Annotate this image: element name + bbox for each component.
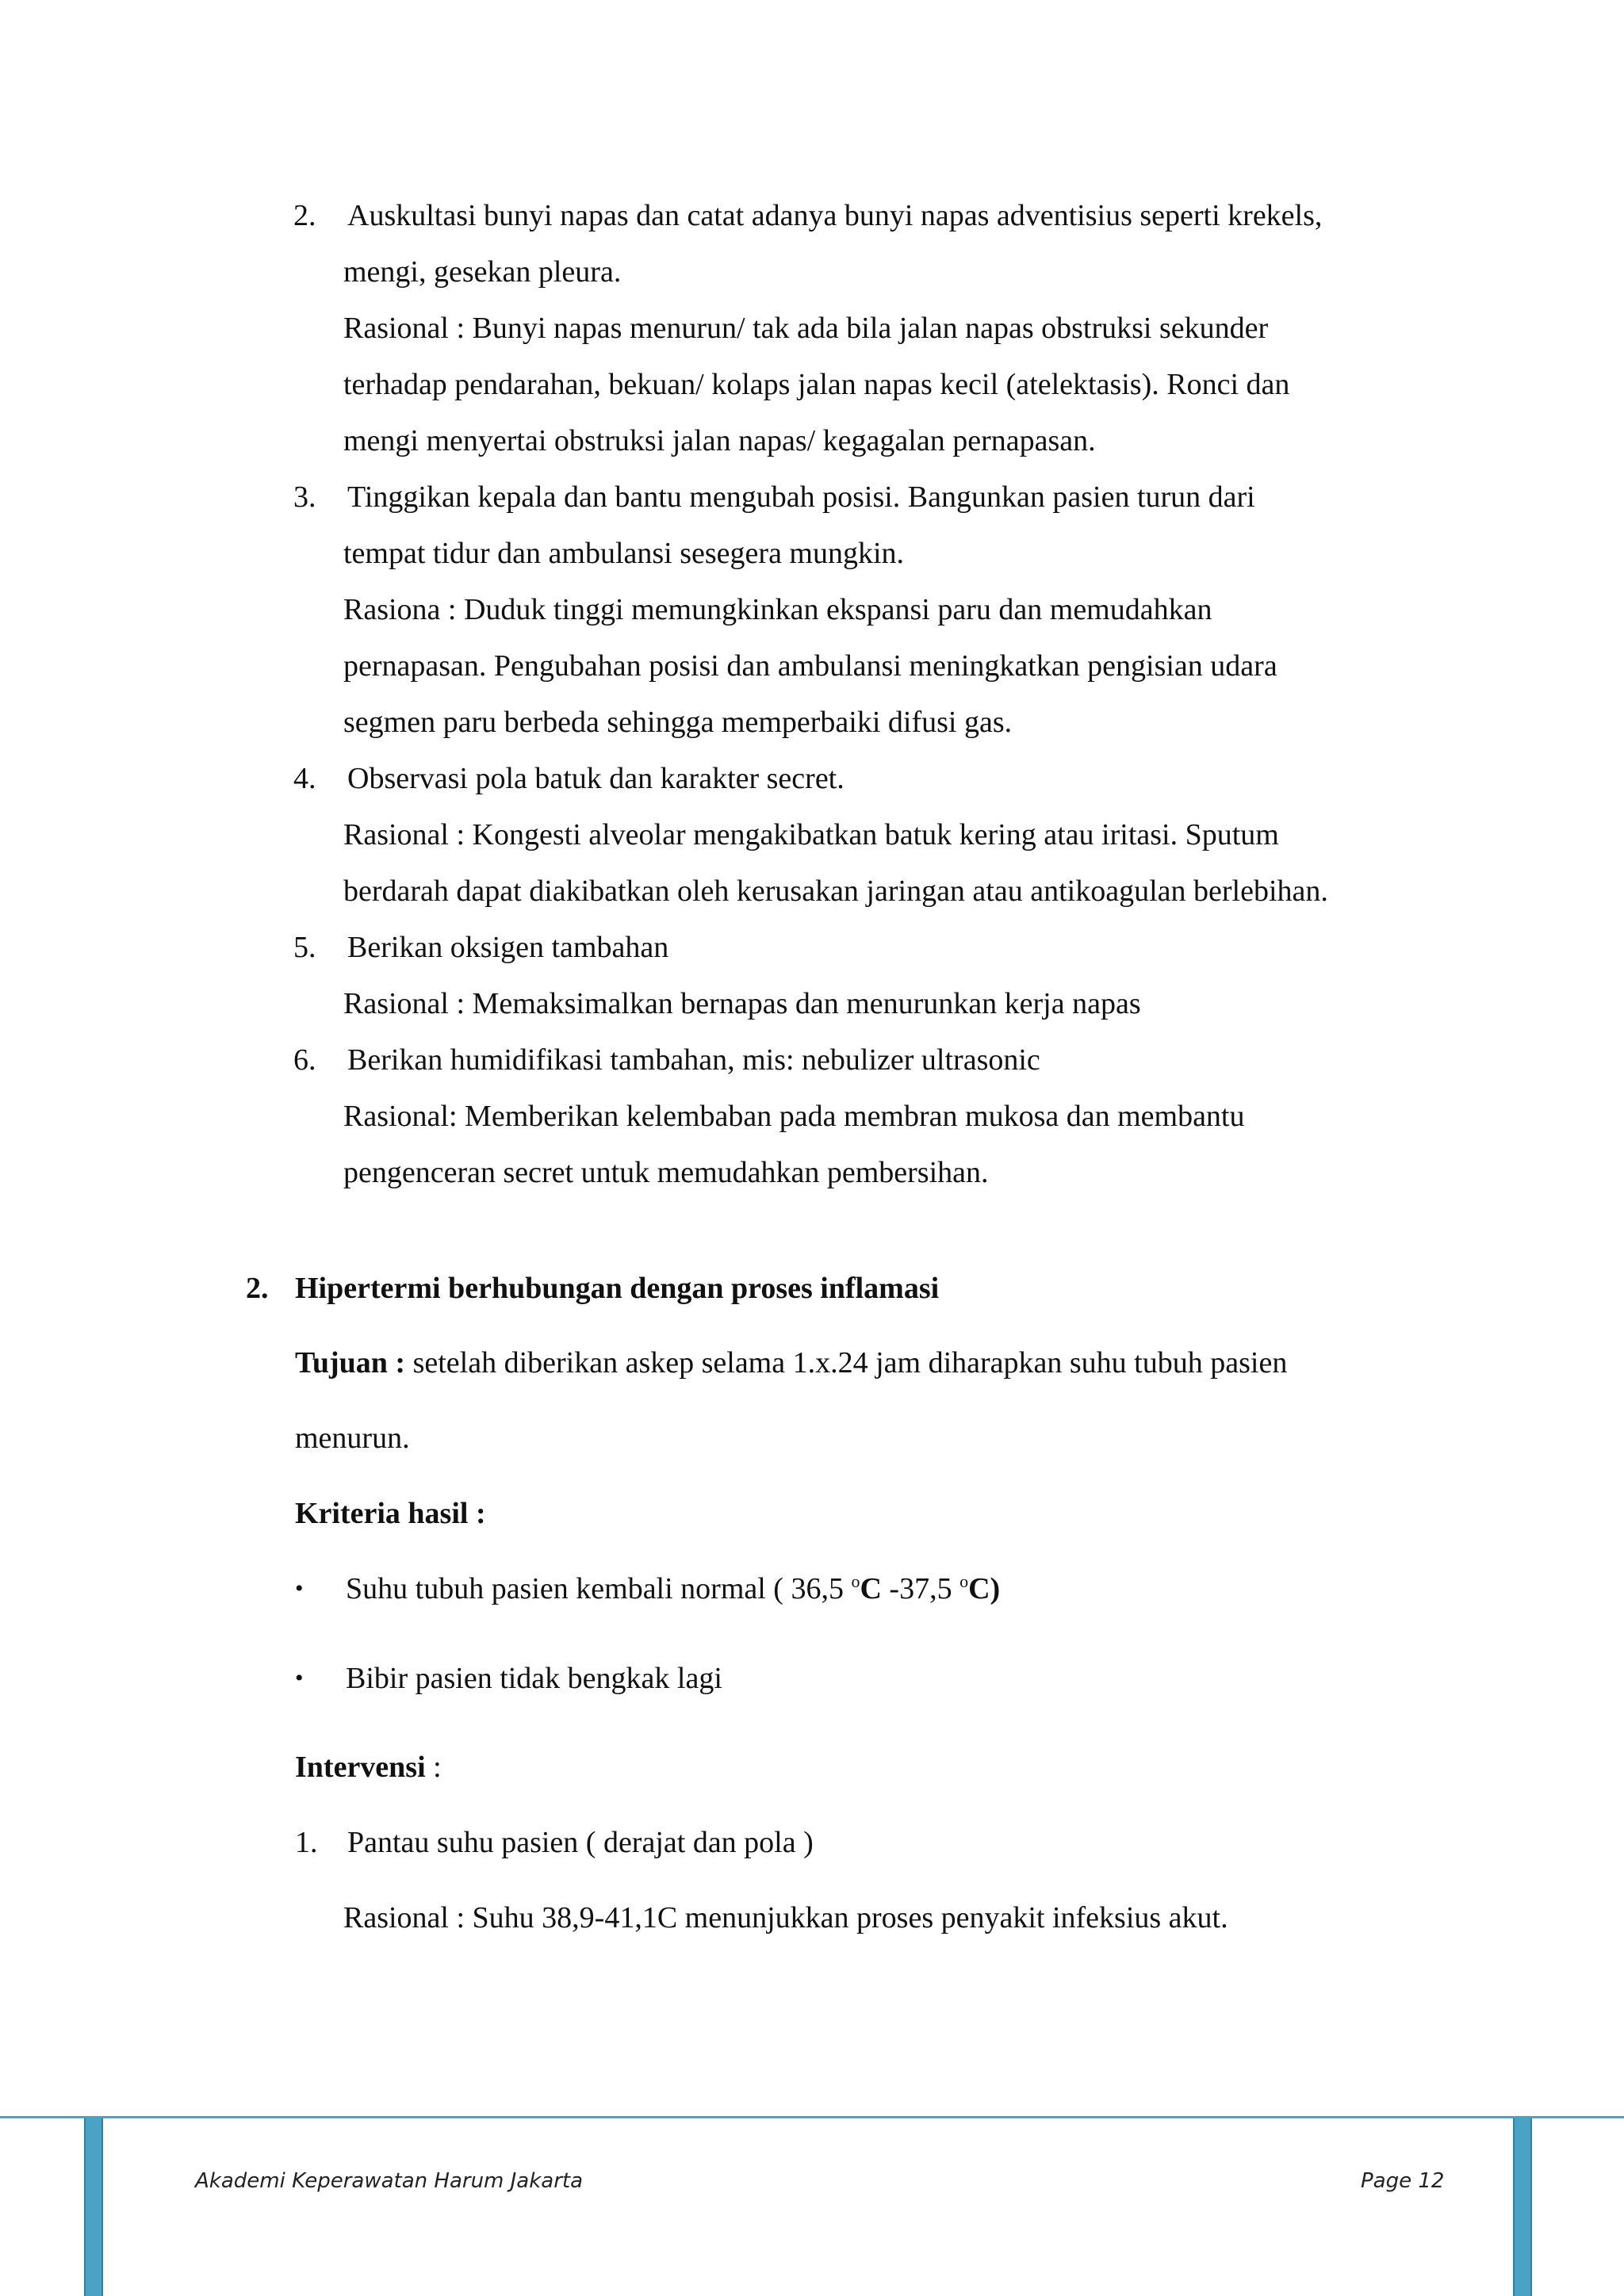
footer-right-bar [1513,2118,1532,2296]
list-number: 3. [293,480,316,514]
rationale-text: Rasional : Memaksimalkan bernapas dan menurunkan kerja napas [343,987,1141,1020]
list-item-text: Berikan humidifikasi tambahan, mis: nebulizer ultrasonic [347,1043,1040,1077]
list-number: 6. [293,1043,316,1077]
rationale-text: terhadap pendarahan, bekuan/ kolaps jalan napas kecil (atelektasis). Ronci dan [343,368,1290,401]
tujuan-continuation: menurun. [295,1422,410,1455]
rationale-text: pengenceran secret untuk memudahkan pembersihan. [343,1156,989,1189]
rationale-text: segmen paru berbeda sehingga memperbaiki difusi gas. [343,706,1013,739]
list-item-text: Tinggikan kepala dan bantu mengubah posisi. Bangunkan pasien turun dari [347,480,1255,514]
rationale-text: berdarah dapat diakibatkan oleh kerusakan jaringan atau antikoagulan berlebihan. [343,874,1328,908]
list-item-text: tempat tidur dan ambulansi sesegera mungkin. [343,537,905,570]
list-item-text: Observasi pola batuk dan karakter secret. [347,762,845,795]
footer-left-bar [84,2118,103,2296]
tujuan-label: Tujuan : [295,1346,406,1380]
intervensi-label: Intervensi [295,1751,426,1784]
list-item-text: Auskultasi bunyi napas dan catat adanya bunyi napas adventisius seperti krekels, [347,199,1323,232]
footer-divider [0,2116,1624,2118]
footer-page-number: Page 12 [1361,2169,1445,2193]
list-number: 1. [295,1826,318,1859]
intervensi-heading: Intervensi : [295,1751,442,1784]
tujuan-text: setelah diberikan askep selama 1.x.24 jam diharapkan suhu tubuh pasien [405,1346,1288,1380]
list-number: 2. [293,199,316,232]
rationale-text: Rasional : Suhu 38,9-41,1C menunjukkan proses penyakit infeksius akut. [343,1901,1228,1934]
list-item-text: Berikan oksigen tambahan [347,931,669,964]
bullet-icon: • [295,1665,304,1691]
footer-institution: Akademi Keperawatan Harum Jakarta [195,2169,584,2193]
rationale-text: Rasional : Kongesti alveolar mengakibatkan batuk kering atau iritasi. Sputum [343,818,1279,851]
bullet-icon: • [295,1575,304,1601]
kriteria-item: Bibir pasien tidak bengkak lagi [346,1662,722,1695]
diagnosis-title: Hipertermi berhubungan dengan proses inflamasi [295,1272,940,1305]
kriteria-label: Kriteria hasil : [295,1497,486,1530]
tujuan-line [295,1344,1287,1382]
list-number: 4. [293,762,316,795]
list-item-text: mengi, gesekan pleura. [343,255,622,289]
rationale-text: Rasional: Memberikan kelembaban pada membran mukosa dan membantu [343,1100,1245,1133]
rationale-text: mengi menyertai obstruksi jalan napas/ kegagalan pernapasan. [343,424,1096,457]
rationale-text: pernapasan. Pengubahan posisi dan ambulansi meningkatkan pengisian udara [343,649,1277,683]
rationale-text: Rasiona : Duduk tinggi memungkinkan ekspansi paru dan memudahkan [343,593,1212,626]
list-number: 5. [293,931,316,964]
rationale-text: Rasional : Bunyi napas menurun/ tak ada bila jalan napas obstruksi sekunder [343,312,1269,345]
diagnosis-number: 2. [246,1272,269,1305]
intervensi-item: Pantau suhu pasien ( derajat dan pola ) [347,1826,814,1859]
kriteria-item: Suhu tubuh pasien kembali normal ( 36,5 $^o$C -37,5 $^o$C) [346,1571,1001,1605]
